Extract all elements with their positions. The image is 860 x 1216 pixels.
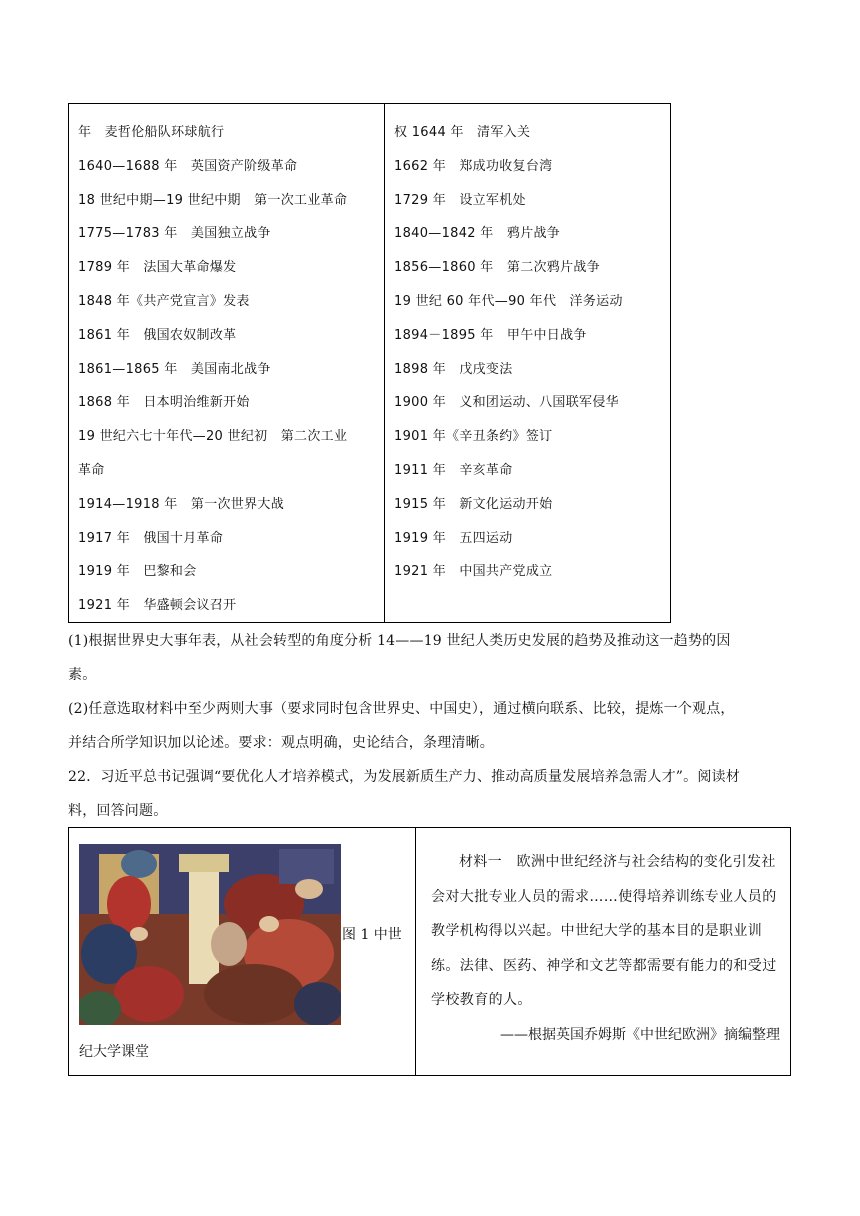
- timeline-entry: 1789 年 法国大革命爆发: [78, 260, 237, 276]
- question-22-line: 料，回答问题。: [68, 803, 168, 819]
- timeline-entry: 1894－1895 年 甲午中日战争: [394, 327, 587, 343]
- figure-caption: 图 1 中世: [342, 927, 402, 943]
- timeline-entry: 1921 年 华盛顿会议召开: [78, 598, 237, 614]
- timeline-entry: 18 世纪中期—19 世纪中期 第一次工业革命: [78, 192, 348, 208]
- timeline-entry: 1640—1688 年 英国资产阶级革命: [78, 158, 298, 174]
- question-2-line: (2)任意选取材料中至少两则大事（要求同时包含世界史、中国史），通过横向联系、比较，提炼一个观点，: [68, 701, 735, 717]
- question-2-line: 并结合所学知识加以论述。要求：观点明确，史论结合，条理清晰。: [68, 735, 494, 751]
- timeline-entry: 1662 年 郑成功收复台湾: [394, 158, 553, 174]
- material-text-cell: [416, 828, 790, 1075]
- figure-caption-continued: 纪大学课堂: [79, 1044, 149, 1060]
- timeline-entry: 19 世纪 60 年代—90 年代 洋务运动: [394, 293, 623, 309]
- timeline-entry: 1921 年 中国共产党成立: [394, 564, 553, 580]
- timeline-entry: 1919 年 巴黎和会: [78, 564, 197, 580]
- timeline-entry: 1840—1842 年 鸦片战争: [394, 226, 561, 242]
- question-22-intro: [68, 760, 793, 828]
- timeline-entry: 1900 年 义和团运动、八国联军侵华: [394, 395, 619, 411]
- timeline-entry: 1775—1783 年 美国独立战争: [78, 226, 271, 242]
- timeline-entry: 1861 年 俄国农奴制改革: [78, 327, 237, 343]
- timeline-entry: 1856—1860 年 第二次鸦片战争: [394, 260, 601, 276]
- china-history-column: [385, 104, 670, 622]
- question-1: [68, 624, 793, 692]
- timeline-entry: 1911 年 辛亥革命: [394, 462, 513, 478]
- material-source: ——根据英国乔姆斯《中世纪欧洲》摘编整理: [500, 1026, 780, 1043]
- timeline-table: [68, 103, 671, 623]
- timeline-entry: 1729 年 设立军机处: [394, 192, 526, 208]
- timeline-entry: 年 麦哲伦船队环球航行: [78, 125, 225, 140]
- timeline-entry: 1917 年 俄国十月革命: [78, 530, 224, 546]
- timeline-entry: 1898 年 戊戌变法: [394, 361, 513, 377]
- timeline-entry: 权 1644 年 清军入关: [394, 125, 531, 140]
- timeline-entry: 革命: [78, 462, 105, 478]
- material-table: [68, 827, 791, 1076]
- timeline-entry: 1915 年 新文化运动开始: [394, 496, 553, 512]
- question-1-line: (1)根据世界史大事年表，从社会转型的角度分析 14——19 世纪人类历史发展的趋势及推动这一趋势的因: [68, 633, 731, 649]
- timeline-entry: 19 世纪六七十年代—20 世纪初 第二次工业: [78, 429, 348, 445]
- timeline-entry: 1868 年 日本明治维新开始: [78, 395, 250, 411]
- material-one-text: 材料一 欧洲中世纪经济与社会结构的变化引发社会对大批专业人员的需求……使得培养训练专业人员的教学机构得以兴起。中世纪大学的基本目的是职业训练。法律、医药、神学和文艺等都需要有能力的和受过学校教育的人。: [431, 854, 777, 1008]
- question-22-line: 22．习近平总书记强调“要优化人才培养模式，为发展新质生产力、推动高质量发展培养急需人才”。阅读材: [68, 769, 740, 785]
- timeline-entry: 1861—1865 年 美国南北战争: [78, 361, 271, 377]
- timeline-entry: 1914—1918 年 第一次世界大战: [78, 496, 285, 512]
- question-2: [68, 692, 793, 760]
- timeline-entry: 1919 年 五四运动: [394, 530, 513, 546]
- figure-cell: [69, 828, 416, 1075]
- world-history-column: [69, 104, 385, 622]
- question-1-line: 素。: [68, 667, 97, 683]
- timeline-entry: 1848 年《共产党宣言》发表: [78, 293, 250, 309]
- medieval-university-painting: [79, 844, 341, 1025]
- timeline-entry: 1901 年《辛丑条约》签订: [394, 429, 553, 445]
